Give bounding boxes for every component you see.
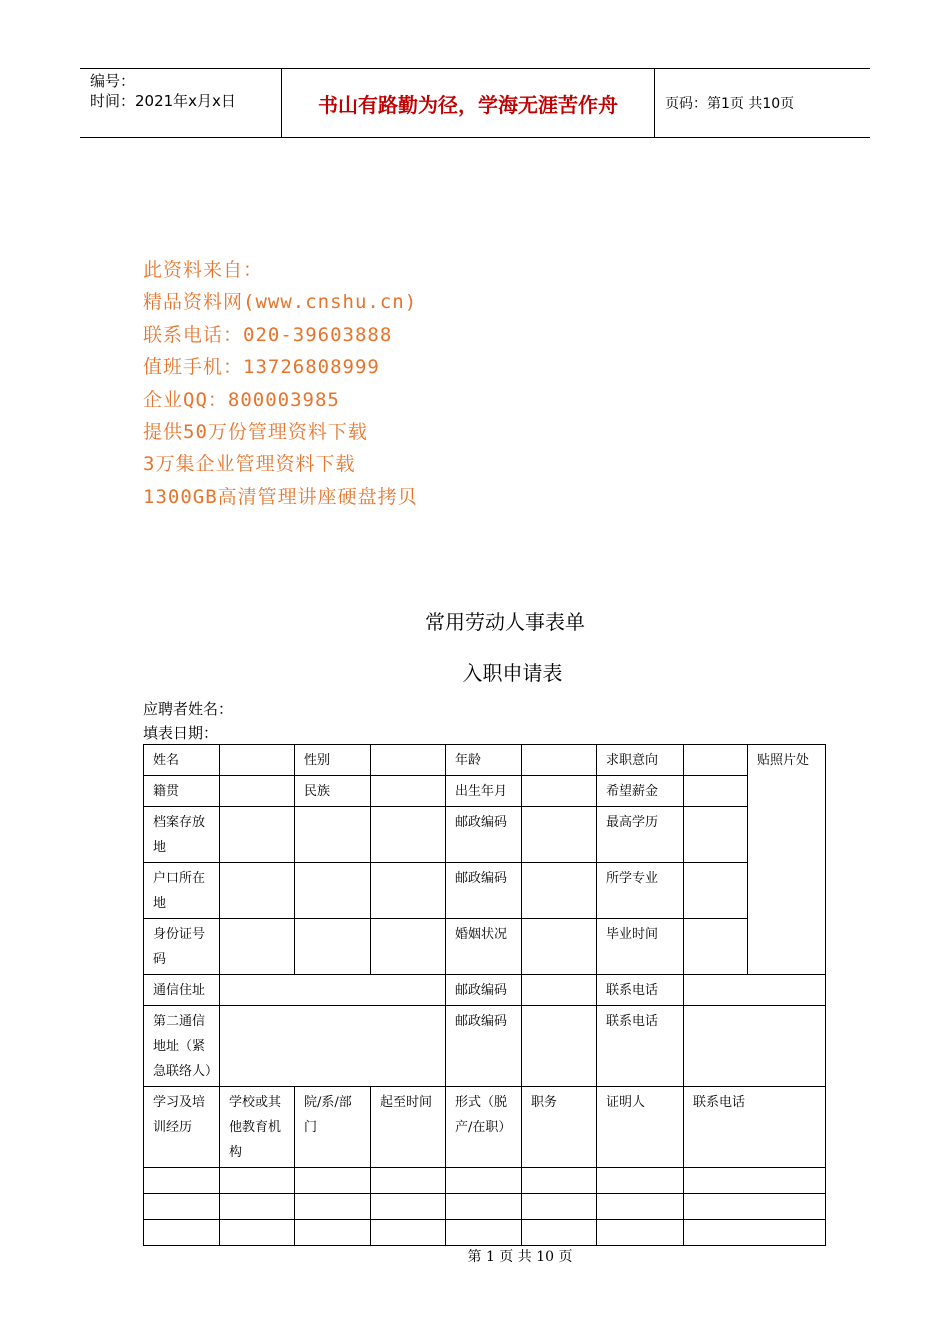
input-native[interactable] bbox=[220, 776, 295, 807]
input-archive-extra[interactable] bbox=[295, 807, 371, 863]
training-cell[interactable] bbox=[446, 1194, 522, 1220]
training-cell[interactable] bbox=[522, 1194, 597, 1220]
training-cell[interactable] bbox=[371, 1194, 446, 1220]
training-cell[interactable] bbox=[144, 1168, 220, 1194]
table-row bbox=[144, 1006, 826, 1087]
label-postcode: 邮政编码 bbox=[446, 807, 522, 863]
document-time-label: 时间：2021年x月x日 bbox=[90, 92, 236, 110]
source-info-qq: 企业QQ：800003985 bbox=[143, 388, 340, 411]
label-training: 学习及培训经历 bbox=[144, 1087, 220, 1168]
header-dept: 院/系/部门 bbox=[295, 1087, 371, 1168]
page-header bbox=[80, 68, 870, 138]
source-info-line: 1300GB高清管理讲座硬盘拷贝 bbox=[143, 485, 418, 508]
table-row bbox=[144, 745, 826, 776]
training-cell[interactable] bbox=[684, 1194, 826, 1220]
label-name: 姓名 bbox=[144, 745, 220, 776]
header-duty: 职务 bbox=[522, 1087, 597, 1168]
table-row bbox=[144, 863, 826, 919]
label-birth: 出生年月 bbox=[446, 776, 522, 807]
source-info-website: 精品资料网(www.cnshu.cn) bbox=[143, 291, 418, 314]
input-idcard-extra[interactable] bbox=[371, 919, 446, 975]
header-page-info: 页码：第1页 共10页 bbox=[665, 96, 795, 112]
input-hukou[interactable] bbox=[220, 863, 295, 919]
label-postcode: 邮政编码 bbox=[446, 863, 522, 919]
label-gender: 性别 bbox=[295, 745, 371, 776]
form-title: 入职申请表 bbox=[462, 661, 563, 685]
training-cell[interactable] bbox=[144, 1220, 220, 1246]
training-cell[interactable] bbox=[371, 1168, 446, 1194]
label-hukou: 户口所在地 bbox=[144, 863, 220, 919]
input-postcode[interactable] bbox=[522, 863, 597, 919]
training-cell[interactable] bbox=[220, 1220, 295, 1246]
input-archive[interactable] bbox=[220, 807, 295, 863]
header-period: 起至时间 bbox=[371, 1087, 446, 1168]
input-idcard-extra[interactable] bbox=[295, 919, 371, 975]
label-age: 年龄 bbox=[446, 745, 522, 776]
input-age[interactable] bbox=[522, 745, 597, 776]
input-graduation[interactable] bbox=[684, 919, 748, 975]
input-education[interactable] bbox=[684, 807, 748, 863]
document-number-label: 编号： bbox=[90, 72, 136, 90]
label-ethnic: 民族 bbox=[295, 776, 371, 807]
source-info-line: 提供50万份管理资料下载 bbox=[143, 421, 368, 444]
input-position[interactable] bbox=[684, 745, 748, 776]
input-birth[interactable] bbox=[522, 776, 597, 807]
input-salary[interactable] bbox=[684, 776, 748, 807]
training-cell[interactable] bbox=[684, 1220, 826, 1246]
training-cell[interactable] bbox=[522, 1168, 597, 1194]
training-cell[interactable] bbox=[522, 1220, 597, 1246]
training-cell[interactable] bbox=[684, 1168, 826, 1194]
input-gender[interactable] bbox=[371, 745, 446, 776]
label-postcode: 邮政编码 bbox=[446, 975, 522, 1006]
input-hukou-extra[interactable] bbox=[371, 863, 446, 919]
header-witness: 证明人 bbox=[597, 1087, 684, 1168]
table-row bbox=[144, 776, 826, 807]
table-row bbox=[144, 1194, 826, 1220]
label-phone: 联系电话 bbox=[597, 975, 684, 1006]
input-idcard[interactable] bbox=[220, 919, 295, 975]
label-postcode: 邮政编码 bbox=[446, 1006, 522, 1087]
input-archive-extra[interactable] bbox=[371, 807, 446, 863]
label-address: 通信住址 bbox=[144, 975, 220, 1006]
label-idcard: 身份证号码 bbox=[144, 919, 220, 975]
input-address[interactable] bbox=[220, 975, 446, 1006]
table-row bbox=[144, 1168, 826, 1194]
label-salary: 希望薪金 bbox=[597, 776, 684, 807]
table-row bbox=[144, 807, 826, 863]
training-cell[interactable] bbox=[446, 1168, 522, 1194]
input-postcode[interactable] bbox=[522, 975, 597, 1006]
input-phone[interactable] bbox=[684, 975, 826, 1006]
input-hukou-extra[interactable] bbox=[295, 863, 371, 919]
table-row bbox=[144, 1087, 826, 1168]
table-row bbox=[144, 975, 826, 1006]
input-ethnic[interactable] bbox=[371, 776, 446, 807]
label-phone: 联系电话 bbox=[597, 1006, 684, 1087]
source-info-line: 3万集企业管理资料下载 bbox=[143, 453, 356, 476]
fill-date-label: 填表日期： bbox=[143, 724, 219, 742]
source-info-block bbox=[143, 254, 418, 513]
training-cell[interactable] bbox=[597, 1220, 684, 1246]
label-education: 最高学历 bbox=[597, 807, 684, 863]
header-meta bbox=[90, 71, 236, 111]
header-contact: 联系电话 bbox=[684, 1087, 826, 1168]
header-form-type: 形式（脱产/在职） bbox=[446, 1087, 522, 1168]
header-motto: 书山有路勤为径，学海无涯苦作舟 bbox=[318, 92, 618, 117]
label-graduation: 毕业时间 bbox=[597, 919, 684, 975]
training-cell[interactable] bbox=[220, 1168, 295, 1194]
training-cell[interactable] bbox=[295, 1194, 371, 1220]
training-cell[interactable] bbox=[446, 1220, 522, 1246]
label-archive: 档案存放地 bbox=[144, 807, 220, 863]
table-row bbox=[144, 919, 826, 975]
input-marital[interactable] bbox=[522, 919, 597, 975]
label-major: 所学专业 bbox=[597, 863, 684, 919]
input-phone[interactable] bbox=[684, 1006, 826, 1087]
label-position: 求职意向 bbox=[597, 745, 684, 776]
training-cell[interactable] bbox=[144, 1194, 220, 1220]
training-cell[interactable] bbox=[295, 1220, 371, 1246]
header-divider bbox=[654, 69, 655, 137]
label-marital: 婚姻状况 bbox=[446, 919, 522, 975]
document-title: 常用劳动人事表单 bbox=[425, 610, 585, 634]
label-address2: 第二通信地址（紧急联络人） bbox=[144, 1006, 220, 1087]
source-info-line: 此资料来自： bbox=[143, 259, 264, 281]
input-postcode[interactable] bbox=[522, 807, 597, 863]
table-row bbox=[144, 1220, 826, 1246]
training-cell[interactable] bbox=[371, 1220, 446, 1246]
source-info-mobile: 值班手机：13726808999 bbox=[143, 356, 380, 379]
input-postcode[interactable] bbox=[522, 1006, 597, 1087]
input-address2[interactable] bbox=[220, 1006, 446, 1087]
page-footer: 第 1 页 共 10 页 bbox=[467, 1249, 573, 1265]
source-info-phone: 联系电话：020-39603888 bbox=[143, 323, 393, 346]
training-cell[interactable] bbox=[597, 1168, 684, 1194]
training-cell[interactable] bbox=[220, 1194, 295, 1220]
header-school: 学校或其他教育机构 bbox=[220, 1087, 295, 1168]
photo-area[interactable]: 贴照片处 bbox=[748, 745, 826, 975]
input-major[interactable] bbox=[684, 863, 748, 919]
application-form-table bbox=[143, 744, 826, 1246]
training-cell[interactable] bbox=[295, 1168, 371, 1194]
training-cell[interactable] bbox=[597, 1194, 684, 1220]
input-name[interactable] bbox=[220, 745, 295, 776]
applicant-name-label: 应聘者姓名： bbox=[143, 700, 234, 718]
label-native: 籍贯 bbox=[144, 776, 220, 807]
